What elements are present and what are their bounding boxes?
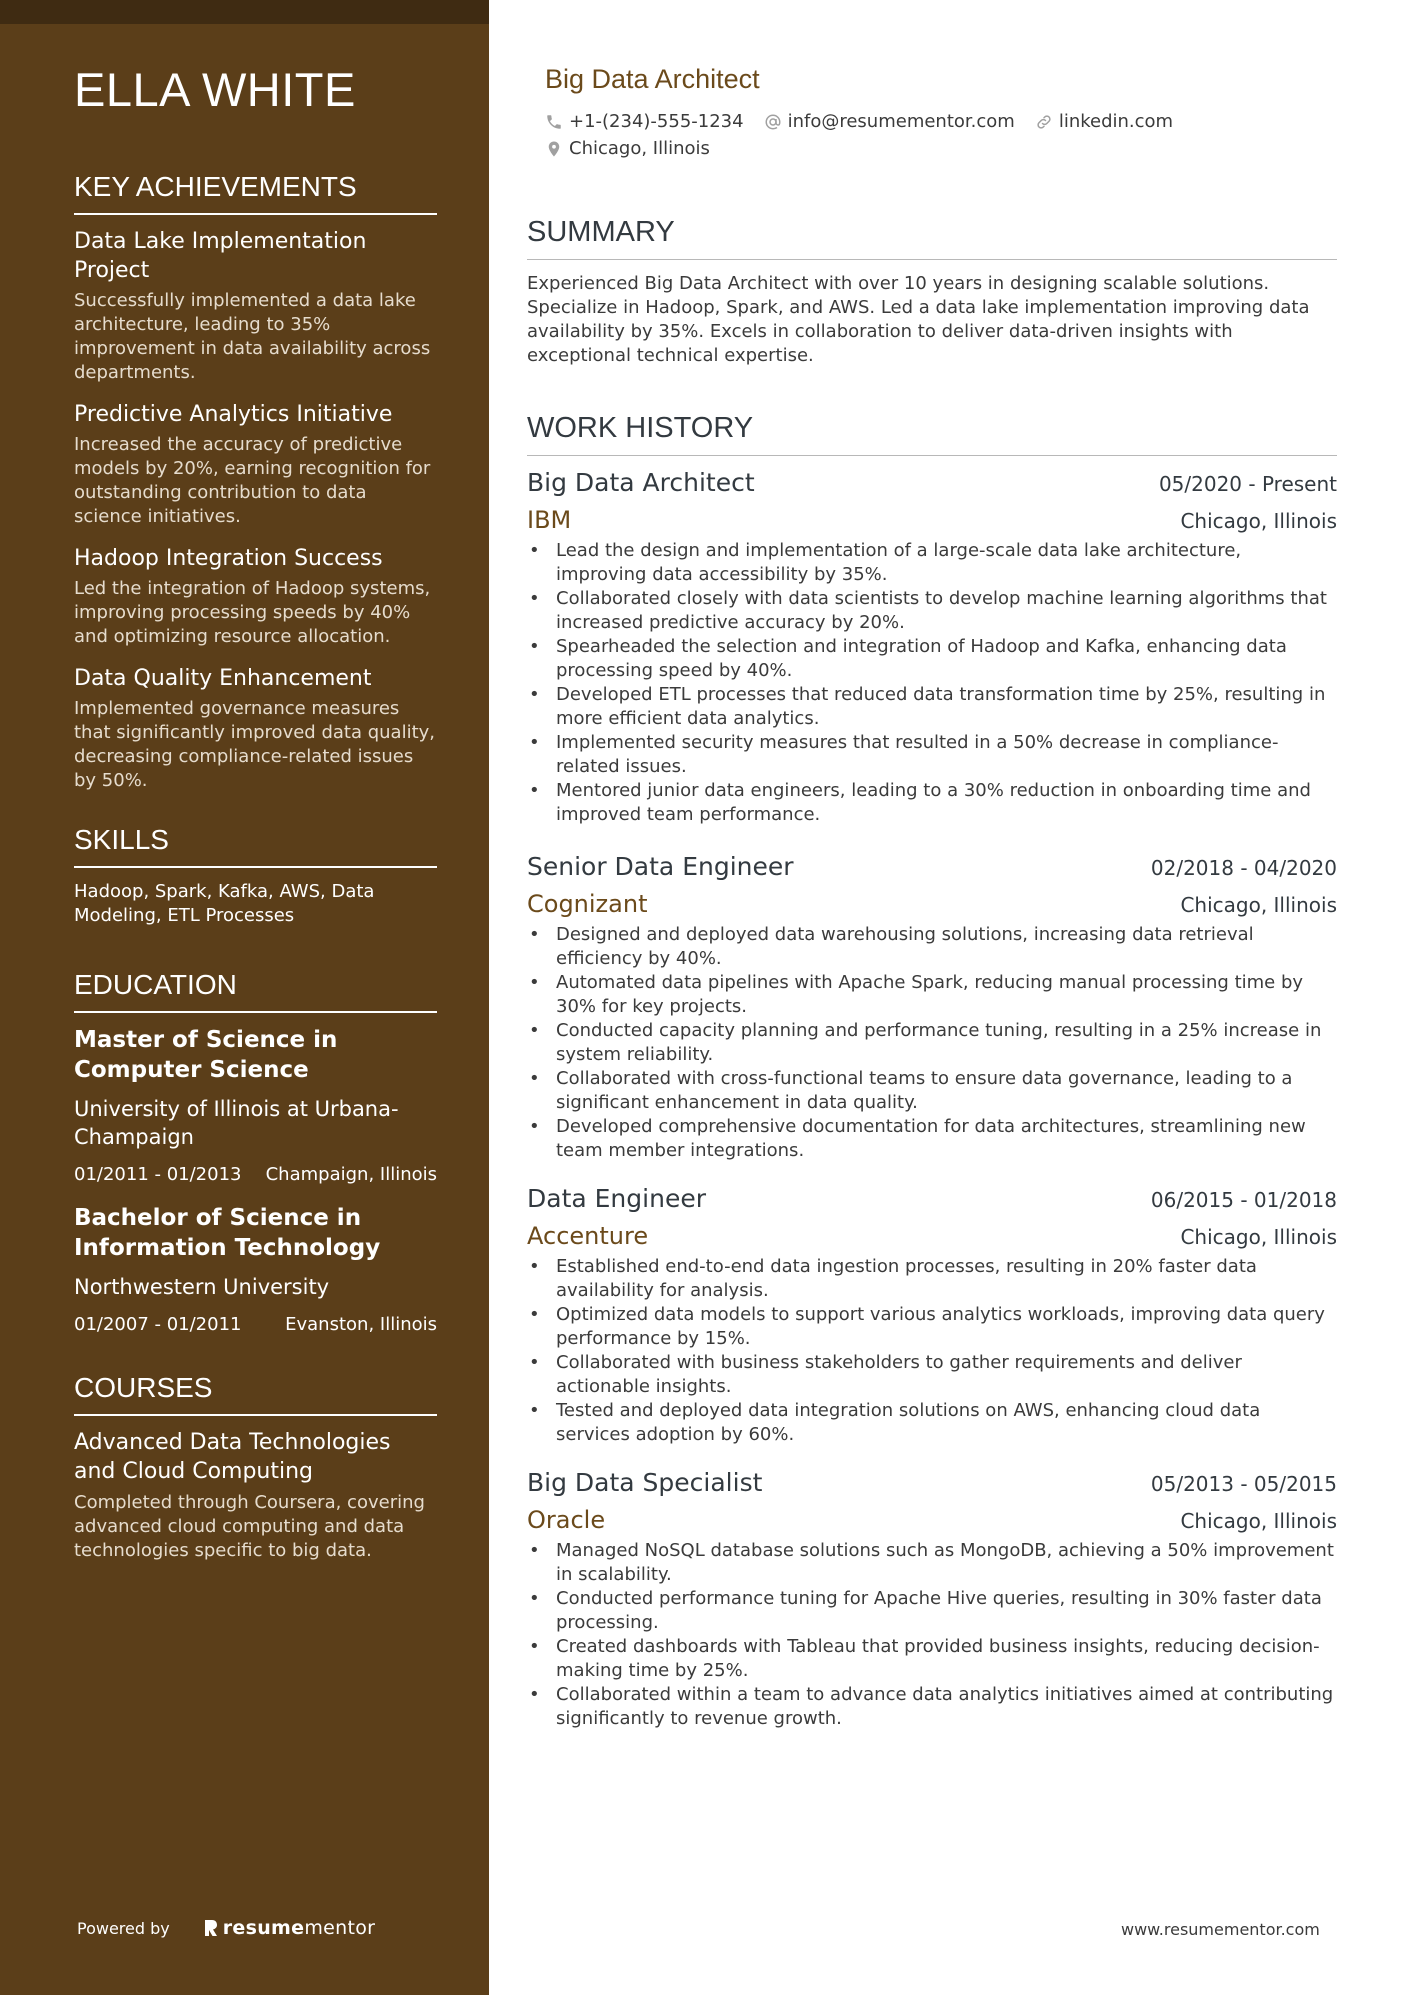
job-role: Senior Data Engineer [527,852,794,881]
job-location: Chicago, Illinois [1180,1509,1337,1533]
job-company: Oracle [527,1506,606,1534]
sidebar-content [74,62,437,1563]
course-title: Advanced Data Technologies and Cloud Computing [74,1430,391,1484]
job-bullet: • Collaborated with business stakeholders to gather requirements and deliver actionable insights. [527,1351,1337,1399]
job-bullets [527,923,1337,1163]
education-school: Northwestern University [74,1275,330,1299]
achievement-item [74,227,437,385]
job-bullets [527,539,1337,827]
job-bullet: • Developed ETL processes that reduced data transformation time by 25%, resulting in more efficient data analytics. [527,683,1337,731]
at-sign-icon [764,113,782,131]
summary-section [527,214,1337,368]
job-header [527,1183,1337,1215]
job-subheader [527,1505,1337,1535]
job-company: Cognizant [527,890,648,918]
education-dates: 01/2011 - 01/2013 [74,1164,242,1185]
job-bullets [527,1539,1337,1731]
achievement-title: Data Quality Enhancement [74,666,372,691]
contact-phone[interactable] [545,111,744,132]
job-bullet: • Collaborated with cross-functional teams to ensure data governance, leading to a significant enhancement in data quality. [527,1067,1337,1115]
contact-row [545,108,1337,135]
job-header [527,467,1337,499]
courses-heading: COURSES [74,1371,437,1416]
job-subheader [527,1221,1337,1251]
job-role: Data Engineer [527,1184,706,1213]
skills-heading: SKILLS [74,823,437,868]
summary-text: Experienced Big Data Architect with over 10 years in designing scalable solutions. Specialize in Hadoop, Spark, and AWS. Led a data lake implementation improving data availability by 35%. Excels in collaboration to deliver data-driven insights with exceptional technical expertise. [527,273,1310,366]
achievement-description: Led the integration of Hadoop systems, improving processing speeds by 40% and optimizing resource allocation. [74,578,431,647]
powered-by [77,1917,375,1939]
resumementor-logo[interactable] [202,1917,376,1939]
achievement-item [74,544,437,649]
job-role: Big Data Specialist [527,1468,763,1497]
job-bullets [527,1255,1337,1447]
headline: Big Data Architect [545,64,760,94]
job-bullet: • Collaborated within a team to advance data analytics initiatives aimed at contributing significantly to revenue growth. [527,1683,1337,1731]
key-achievements-heading: KEY ACHIEVEMENTS [74,170,437,215]
education-section [74,968,437,1337]
contact-email[interactable] [764,111,1015,132]
footer-website-link[interactable]: www.resumementor.com [1121,1920,1320,1939]
job-subheader [527,505,1337,535]
course-item [74,1428,437,1563]
job-bullet: • Automated data pipelines with Apache Spark, reducing manual processing time by 30% for key projects. [527,971,1337,1019]
job-entry [527,851,1337,1163]
job-location: Chicago, Illinois [1180,1225,1337,1249]
job-entry [527,467,1337,827]
job-bullet: • Developed comprehensive documentation for data architectures, streamlining new team member integrations. [527,1115,1337,1163]
contact-location [545,138,710,159]
link-icon [1035,113,1053,131]
linkedin-text: linkedin.com [1058,111,1174,132]
job-subheader [527,889,1337,919]
education-meta [74,1163,437,1187]
achievement-description: Implemented governance measures that significantly improved data quality, decreasing compliance-related issues by 50%. [74,698,436,791]
education-meta [74,1313,437,1337]
work-history-heading: WORK HISTORY [527,410,1337,456]
job-bullet: • Designed and deployed data warehousing solutions, increasing data retrieval efficiency by 40%. [527,923,1337,971]
job-dates: 06/2015 - 01/2018 [1150,1188,1337,1212]
achievement-description: Increased the accuracy of predictive models by 20%, earning recognition for outstanding contribution to data science initiatives. [74,434,431,527]
job-bullet: • Conducted capacity planning and performance tuning, resulting in a 25% increase in system reliability. [527,1019,1337,1067]
sidebar [0,0,489,1995]
phone-icon [545,113,563,131]
job-role: Big Data Architect [527,468,755,497]
location-text: Chicago, Illinois [569,138,710,159]
job-bullet: • Implemented security measures that resulted in a 50% decrease in compliance-related issues. [527,731,1337,779]
logo-text-bold: resume [222,1917,305,1939]
job-bullet: • Lead the design and implementation of a large-scale data lake architecture, improving data accessibility by 35%. [527,539,1337,587]
email-text: info@resumementor.com [787,111,1015,132]
job-bullet: • Optimized data models to support various analytics workloads, improving data query performance by 15%. [527,1303,1337,1351]
candidate-name: ELLA WHITE [74,63,356,116]
job-dates: 05/2020 - Present [1158,472,1337,496]
achievement-item [74,400,437,529]
education-item [74,1025,437,1187]
phone-text: +1-(234)-555-1234 [569,111,744,132]
achievement-description: Successfully implemented a data lake architecture, leading to 35% improvement in data availability across departments. [74,290,431,383]
job-entry [527,1467,1337,1731]
summary-heading: SUMMARY [527,214,1337,260]
main-content [527,62,1337,1731]
courses-section [74,1371,437,1563]
job-bullet: • Tested and deployed data integration solutions on AWS, enhancing cloud data services adoption by 60%. [527,1399,1337,1447]
skills-list: Hadoop, Spark, Kafka, AWS, Data Modeling, ETL Processes [74,881,375,926]
powered-by-label: Powered by [77,1918,170,1938]
achievement-title: Hadoop Integration Success [74,546,383,571]
course-description: Completed through Coursera, covering advanced cloud computing and data technologies specific to big data. [74,1492,425,1561]
education-school: University of Illinois at Urbana-Champaign [74,1097,399,1149]
contact-row [545,135,1337,162]
achievement-title: Data Lake Implementation Project [74,229,367,283]
job-dates: 02/2018 - 04/2020 [1150,856,1337,880]
job-company: IBM [527,506,572,534]
job-bullet: • Established end-to-end data ingestion processes, resulting in 20% faster data availability for analysis. [527,1255,1337,1303]
contact-info [545,108,1337,162]
achievement-item [74,664,437,793]
education-location: Champaign, Illinois [265,1164,437,1185]
sidebar-top-band [0,0,489,24]
education-heading: EDUCATION [74,968,437,1013]
skills-section [74,823,437,928]
job-dates: 05/2013 - 05/2015 [1150,1472,1337,1496]
location-pin-icon [545,140,563,158]
job-header [527,1467,1337,1499]
job-bullet: • Mentored junior data engineers, leading to a 30% reduction in onboarding time and improved team performance. [527,779,1337,827]
education-degree: Master of Science in Computer Science [74,1027,338,1083]
work-history-section [527,410,1337,1731]
education-degree: Bachelor of Science in Information Technology [74,1205,381,1261]
education-dates: 01/2007 - 01/2011 [74,1314,242,1335]
education-location: Evanston, Illinois [285,1314,437,1335]
job-header [527,851,1337,883]
logo-text-light: mentor [304,1917,376,1939]
job-bullet: • Collaborated closely with data scientists to develop machine learning algorithms that increased predictive accuracy by 20%. [527,587,1337,635]
contact-linkedin[interactable] [1035,111,1173,132]
job-entry [527,1183,1337,1447]
resumementor-logo-icon [202,1918,219,1938]
key-achievements-section [74,170,437,793]
job-bullet: • Created dashboards with Tableau that provided business insights, reducing decision-making time by 25%. [527,1635,1337,1683]
job-bullet: • Managed NoSQL database solutions such as MongoDB, achieving a 50% improvement in scalability. [527,1539,1337,1587]
achievement-title: Predictive Analytics Initiative [74,402,393,427]
job-location: Chicago, Illinois [1180,893,1337,917]
job-company: Accenture [527,1222,649,1250]
job-location: Chicago, Illinois [1180,509,1337,533]
education-item [74,1203,437,1337]
job-bullet: • Spearheaded the selection and integration of Hadoop and Kafka, enhancing data processing speed by 40%. [527,635,1337,683]
job-bullet: • Conducted performance tuning for Apache Hive queries, resulting in 30% faster data processing. [527,1587,1337,1635]
